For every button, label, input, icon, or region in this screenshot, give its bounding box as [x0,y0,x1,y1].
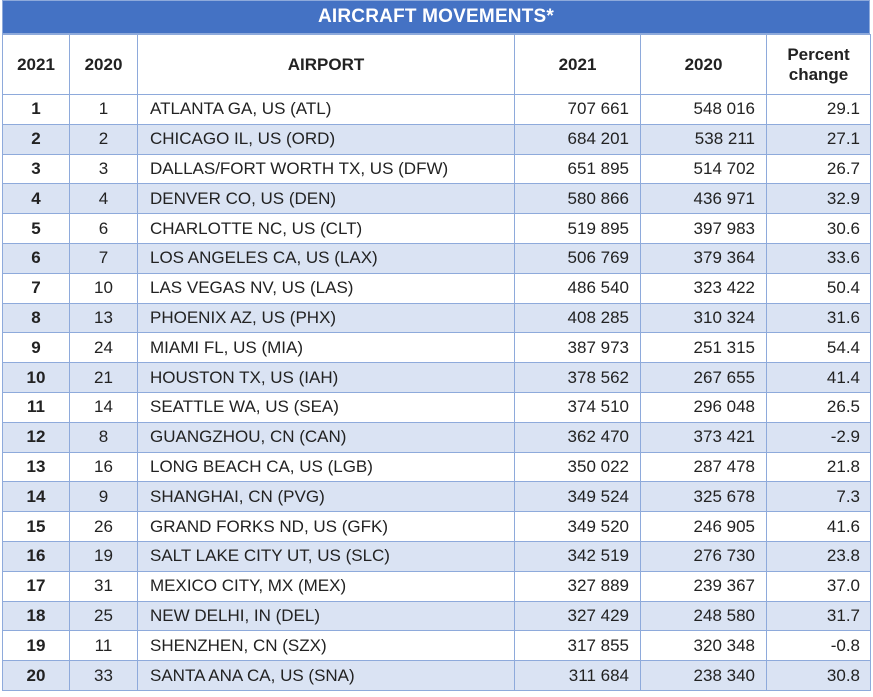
cell-movements-2020: 325 678 [641,482,767,512]
cell-movements-2021: 327 889 [515,571,641,601]
cell-movements-2021: 350 022 [515,452,641,482]
cell-movements-2020: 287 478 [641,452,767,482]
cell-airport: GUANGZHOU, CN (CAN) [138,422,515,452]
cell-movements-2020: 267 655 [641,363,767,393]
cell-rank-2020: 24 [70,333,138,363]
table-row [3,541,871,571]
cell-percent-change: 21.8 [767,452,871,482]
cell-percent-change: 30.6 [767,214,871,244]
cell-movements-2021: 519 895 [515,214,641,244]
cell-movements-2020: 538 211 [641,124,767,154]
table-row [3,512,871,542]
header-percent-change [767,35,871,95]
cell-rank-2021: 7 [3,273,70,303]
cell-movements-2021: 506 769 [515,243,641,273]
cell-rank-2020: 14 [70,392,138,422]
cell-percent-change: 31.7 [767,601,871,631]
table-row [3,363,871,393]
cell-rank-2020: 3 [70,154,138,184]
cell-airport: DENVER CO, US (DEN) [138,184,515,214]
cell-percent-change: 7.3 [767,482,871,512]
table-row [3,601,871,631]
table-header [3,35,871,95]
table-row [3,631,871,661]
cell-movements-2020: 239 367 [641,571,767,601]
cell-rank-2021: 11 [3,392,70,422]
cell-movements-2021: 342 519 [515,541,641,571]
cell-airport: ATLANTA GA, US (ATL) [138,95,515,125]
aircraft-movements-table-container [2,0,870,691]
cell-percent-change: -0.8 [767,631,871,661]
cell-movements-2020: 436 971 [641,184,767,214]
cell-rank-2020: 16 [70,452,138,482]
cell-airport: LOS ANGELES CA, US (LAX) [138,243,515,273]
table-row [3,303,871,333]
cell-percent-change: 26.5 [767,392,871,422]
cell-percent-change: 23.8 [767,541,871,571]
cell-percent-change: 33.6 [767,243,871,273]
header-rank-2021: 2021 [3,35,70,95]
cell-airport: HOUSTON TX, US (IAH) [138,363,515,393]
cell-airport: LONG BEACH CA, US (LGB) [138,452,515,482]
cell-rank-2020: 31 [70,571,138,601]
cell-rank-2021: 3 [3,154,70,184]
cell-movements-2020: 296 048 [641,392,767,422]
cell-rank-2021: 8 [3,303,70,333]
cell-percent-change: 41.4 [767,363,871,393]
cell-movements-2021: 317 855 [515,631,641,661]
cell-rank-2020: 33 [70,661,138,691]
table-row [3,154,871,184]
cell-percent-change: 27.1 [767,124,871,154]
cell-movements-2021: 311 684 [515,661,641,691]
cell-airport: LAS VEGAS NV, US (LAS) [138,273,515,303]
header-movements-2021: 2021 [515,35,641,95]
cell-rank-2021: 1 [3,95,70,125]
cell-airport: NEW DELHI, IN (DEL) [138,601,515,631]
cell-rank-2021: 2 [3,124,70,154]
table-row [3,571,871,601]
cell-rank-2021: 9 [3,333,70,363]
cell-movements-2021: 408 285 [515,303,641,333]
cell-rank-2021: 17 [3,571,70,601]
cell-rank-2021: 19 [3,631,70,661]
cell-movements-2020: 379 364 [641,243,767,273]
header-rank-2020: 2020 [70,35,138,95]
cell-percent-change: 29.1 [767,95,871,125]
cell-airport: MIAMI FL, US (MIA) [138,333,515,363]
cell-percent-change: 50.4 [767,273,871,303]
cell-rank-2020: 9 [70,482,138,512]
cell-airport: SHENZHEN, CN (SZX) [138,631,515,661]
table-row [3,333,871,363]
cell-movements-2020: 320 348 [641,631,767,661]
cell-rank-2020: 25 [70,601,138,631]
table-row [3,95,871,125]
cell-rank-2020: 26 [70,512,138,542]
table-row [3,214,871,244]
table-row [3,184,871,214]
table-row [3,243,871,273]
table-body [3,95,871,691]
cell-rank-2021: 13 [3,452,70,482]
cell-movements-2020: 248 580 [641,601,767,631]
cell-movements-2020: 514 702 [641,154,767,184]
cell-percent-change: 41.6 [767,512,871,542]
cell-rank-2020: 2 [70,124,138,154]
cell-movements-2021: 327 429 [515,601,641,631]
cell-rank-2020: 1 [70,95,138,125]
header-movements-2020: 2020 [641,35,767,95]
cell-movements-2021: 486 540 [515,273,641,303]
header-row [3,35,871,95]
cell-movements-2021: 349 524 [515,482,641,512]
cell-airport: GRAND FORKS ND, US (GFK) [138,512,515,542]
cell-rank-2020: 4 [70,184,138,214]
cell-airport: PHOENIX AZ, US (PHX) [138,303,515,333]
cell-percent-change: -2.9 [767,422,871,452]
cell-rank-2020: 11 [70,631,138,661]
table-row [3,661,871,691]
cell-movements-2020: 238 340 [641,661,767,691]
cell-rank-2020: 7 [70,243,138,273]
cell-airport: MEXICO CITY, MX (MEX) [138,571,515,601]
cell-rank-2021: 4 [3,184,70,214]
cell-movements-2021: 707 661 [515,95,641,125]
header-airport: AIRPORT [138,35,515,95]
cell-movements-2021: 684 201 [515,124,641,154]
cell-rank-2020: 6 [70,214,138,244]
cell-percent-change: 32.9 [767,184,871,214]
cell-airport: SANTA ANA CA, US (SNA) [138,661,515,691]
table-row [3,124,871,154]
cell-airport: CHICAGO IL, US (ORD) [138,124,515,154]
cell-airport: SALT LAKE CITY UT, US (SLC) [138,541,515,571]
cell-movements-2021: 580 866 [515,184,641,214]
cell-airport: DALLAS/FORT WORTH TX, US (DFW) [138,154,515,184]
cell-movements-2021: 378 562 [515,363,641,393]
cell-rank-2020: 13 [70,303,138,333]
cell-rank-2020: 19 [70,541,138,571]
cell-movements-2021: 362 470 [515,422,641,452]
table-row [3,392,871,422]
cell-percent-change: 31.6 [767,303,871,333]
cell-rank-2021: 20 [3,661,70,691]
cell-rank-2020: 10 [70,273,138,303]
header-percent-line1: Percent [787,44,850,64]
cell-movements-2020: 323 422 [641,273,767,303]
cell-airport: CHARLOTTE NC, US (CLT) [138,214,515,244]
cell-airport: SEATTLE WA, US (SEA) [138,392,515,422]
cell-movements-2020: 548 016 [641,95,767,125]
aircraft-movements-table [2,34,871,691]
table-row [3,422,871,452]
table-row [3,273,871,303]
cell-movements-2020: 373 421 [641,422,767,452]
cell-rank-2020: 21 [70,363,138,393]
cell-movements-2021: 387 973 [515,333,641,363]
cell-movements-2020: 310 324 [641,303,767,333]
cell-airport: SHANGHAI, CN (PVG) [138,482,515,512]
cell-rank-2021: 18 [3,601,70,631]
table-title: AIRCRAFT MOVEMENTS* [2,0,870,34]
cell-rank-2020: 8 [70,422,138,452]
cell-percent-change: 26.7 [767,154,871,184]
cell-rank-2021: 12 [3,422,70,452]
cell-movements-2020: 246 905 [641,512,767,542]
cell-movements-2020: 397 983 [641,214,767,244]
cell-movements-2020: 251 315 [641,333,767,363]
cell-movements-2021: 651 895 [515,154,641,184]
cell-percent-change: 54.4 [767,333,871,363]
cell-rank-2021: 6 [3,243,70,273]
cell-rank-2021: 14 [3,482,70,512]
cell-rank-2021: 16 [3,541,70,571]
cell-movements-2020: 276 730 [641,541,767,571]
table-row [3,452,871,482]
cell-percent-change: 37.0 [767,571,871,601]
header-percent-line2: change [788,64,849,84]
table-row [3,482,871,512]
cell-rank-2021: 15 [3,512,70,542]
cell-movements-2021: 374 510 [515,392,641,422]
cell-movements-2021: 349 520 [515,512,641,542]
cell-rank-2021: 10 [3,363,70,393]
cell-percent-change: 30.8 [767,661,871,691]
cell-rank-2021: 5 [3,214,70,244]
